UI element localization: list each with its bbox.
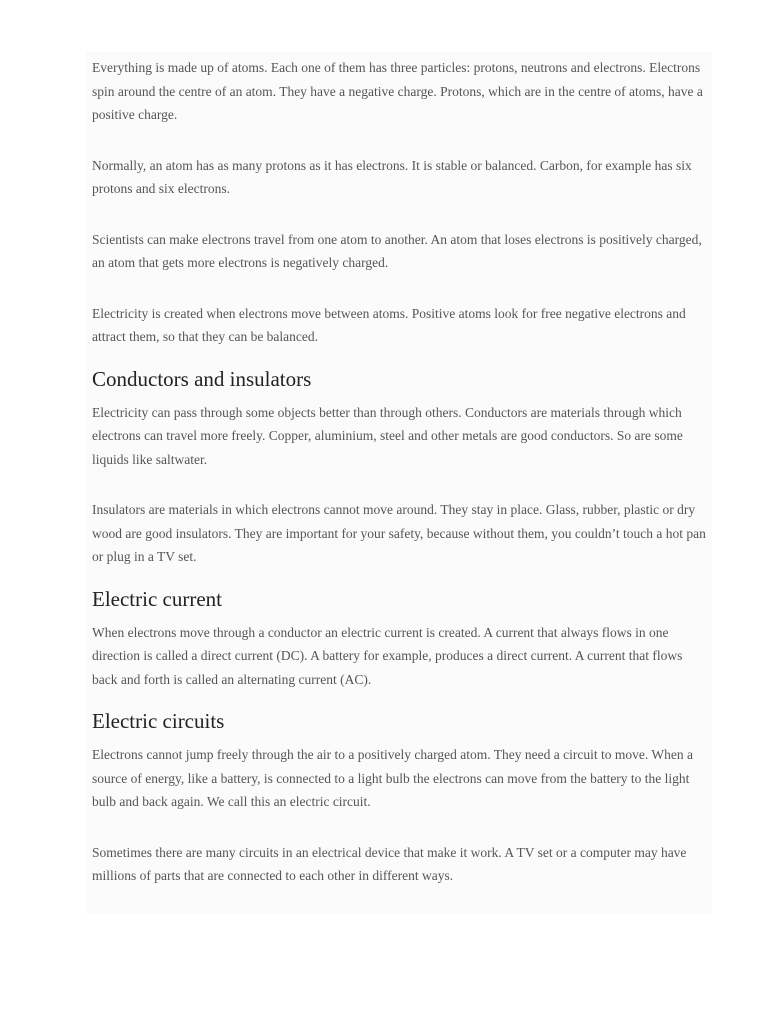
heading-conductors-insulators: Conductors and insulators [92, 366, 312, 391]
paragraph-atoms: Everything is made up of atoms. Each one of them has three particles: protons, neutrons and electrons. Electrons spin around the centre of an atom. They have a negative charge. Protons, which are in the centre of atoms, have a positive charge. [92, 60, 703, 122]
paragraph-insulators: Insulators are materials in which electrons cannot move around. They stay in place. Glass, rubber, plastic or dry wood are good insulators. They are important for your safety, because without them, you couldn’t touch a hot pan or plug in a TV set. [92, 502, 706, 564]
paragraph-electric-current: When electrons move through a conductor an electric current is created. A current that always flows in one direction is called a direct current (DC). A battery for example, produces a direct current. A current that flows back and forth is called an alternating current (AC). [92, 624, 683, 687]
article-text [92, 56, 710, 888]
heading-electric-current: Electric current [92, 586, 222, 611]
paragraph-circuit-definition: Electrons cannot jump freely through the air to a positively charged atom. They need a circuit to move. When a source of energy, like a battery, is connected to a light bulb the electrons can move from the battery to the light bulb and back again. We call this an electric circuit. [92, 747, 693, 809]
heading-electric-circuits: Electric circuits [92, 709, 225, 733]
paragraph-electricity-created: Electricity is created when electrons move between atoms. Positive atoms look for free negative electrons and attract them, so that they can be balanced. [92, 305, 686, 344]
article-body [86, 52, 712, 914]
paragraph-electron-travel: Scientists can make electrons travel from one atom to another. An atom that loses electrons is positively charged, an atom that gets more electrons is negatively charged. [92, 231, 702, 270]
paragraph-balanced-atom: Normally, an atom has as many protons as it has electrons. It is stable or balanced. Carbon, for example has six protons and six electrons. [92, 157, 692, 196]
paragraph-conductors: Electricity can pass through some objects better than through others. Conductors are materials through which electrons can travel more freely. Copper, aluminium, steel and other metals are good conductors. So are some liquids like saltwater. [92, 404, 683, 467]
paragraph-many-circuits: Sometimes there are many circuits in an electrical device that make it work. A TV set or a computer may have millions of parts that are connected to each other in different ways. [92, 844, 687, 883]
